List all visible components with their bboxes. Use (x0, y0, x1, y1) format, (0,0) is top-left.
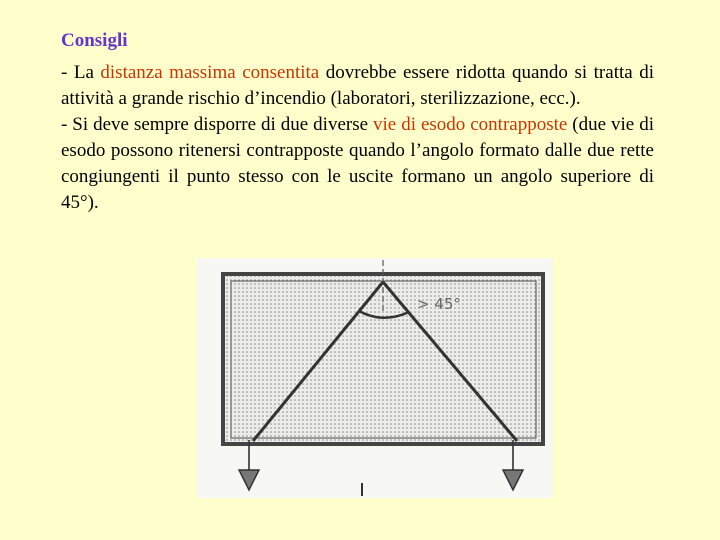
paragraph-distance-post: dovrebbe essere ridotta quando si tratta di attività a grande rischio d’incendio (laboratori, sterilizzazione, ecc.). (61, 62, 654, 109)
highlight-opposite-exits: vie di esodo contrapposte (373, 114, 568, 135)
slide-body (61, 60, 654, 216)
escape-routes-diagram (197, 258, 553, 498)
paragraph-exits-pre: - Si deve sempre disporre di due diverse (61, 114, 374, 135)
exit-right-arrow-icon (503, 470, 523, 490)
paragraph-distance-pre: - La (61, 62, 101, 83)
exit-left-arrow-icon (239, 470, 259, 490)
slide-title: Consigli (61, 30, 128, 51)
escape-routes-svg (197, 258, 553, 498)
highlight-max-distance: distanza massima consentita (100, 62, 320, 83)
angle-label: > 45° (417, 295, 461, 313)
paragraph-exits (61, 112, 654, 216)
paragraph-distance (61, 60, 654, 112)
paragraph-exits-post: (due vie di esodo possono ritenersi contrapposte quando l’angolo formato dalle due rette congiungenti il punto stesso con le uscite formano un angolo superiore di 45°). (61, 114, 654, 213)
